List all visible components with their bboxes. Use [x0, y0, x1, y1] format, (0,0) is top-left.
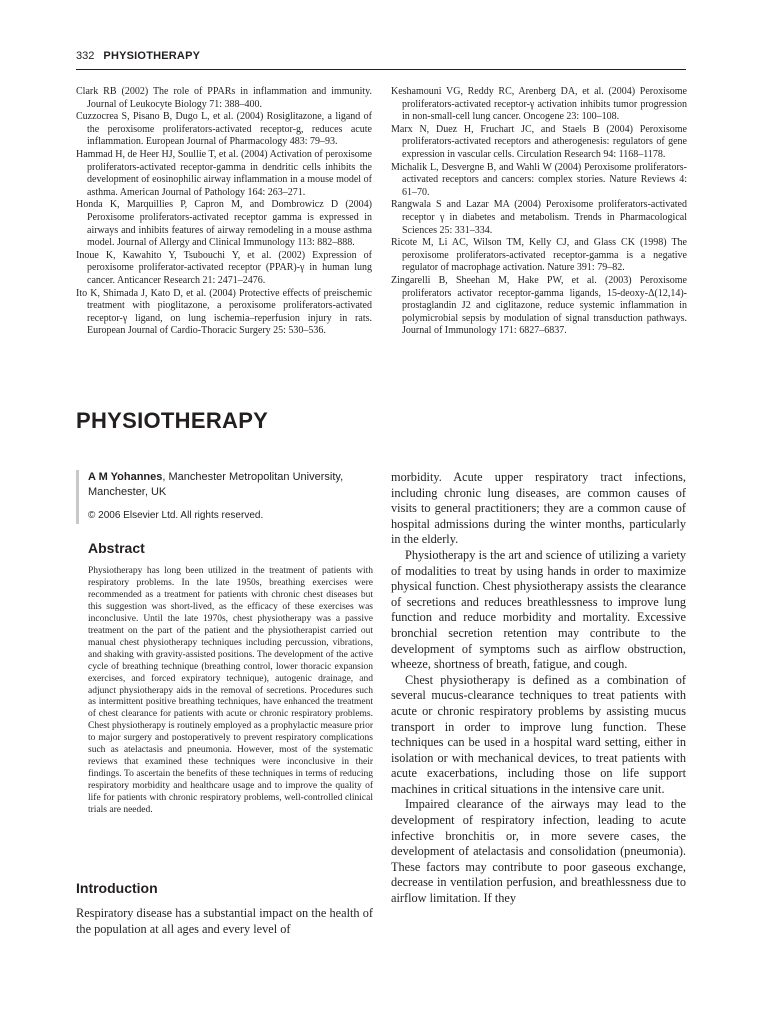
reference-entry: Marx N, Duez H, Fruchart JC, and Staels B (2004) Peroxisome proliferators-activated receptors and atherogenesis: regulators of gene expression in vascular cells. Circulation Research 94: 1168–1178.	[391, 123, 687, 160]
body-paragraph: Chest physiotherapy is defined as a combination of several mucus-clearance techniques to treat patients with acute or chronic respiratory problems by assisting mucus transport in order to improve lung function. These techniques can be used in a hospital ward setting, either in isolation or with mechanical devices, to treat patients with acute exacerbations, including those on life support machines in critical situations in the intensive care unit.	[391, 672, 686, 796]
abstract-text: Physiotherapy has long been utilized in the treatment of patients with respiratory problems. In the late 1950s, breathing exercises were recommended as a treatment for patients with chronic chest diseases but this suggestion was short-lived, as the efficacy of these exercises was inconclusive. Until the late 1970s, chest physiotherapy was a passive treatment on the part of the patient and the physiotherapist carried out manual chest physiotherapy techniques including percussion, vibrations, and shaking with gravity-assisted positions. The development of the active cycle of breathing technique (breathing control, lower thoracic expansion exercises, and forced expiratory technique), autogenic drainage, and adjunct physiotherapy aids in the removal of secretions. Procedures such as intermittent positive breathing techniques, have enhanced the treatment of chest clearance for patients with acute or chronic respiratory problems. Chest physiotherapy is routinely employed as a prophylactic measure prior to major surgery and postoperatively to prevent respiratory complications such as atelactasis and pneumonia. However, most of the systematic reviews that examined these techniques were inconclusive in their findings. To ascertain the benefits of these techniques in terms of reducing respiratory morbidity and healthcare usage and to improve the quality of life for patients with chronic respiratory problems, well-controlled clinical trials are needed.	[88, 566, 373, 816]
introduction-text: Respiratory disease has a substantial impact on the health of the population at all ages and every level of	[76, 906, 373, 936]
author-line	[88, 470, 388, 500]
reference-entry: Honda K, Marquillies P, Capron M, and Dombrowicz D (2004) Peroxisome proliferators-activated receptor gamma is expressed in airways and inhibits features of airway remodeling in a mouse asthma model. Journal of Allergy and Clinical Immunology 113: 882–888.	[76, 199, 372, 249]
reference-entry: Inoue K, Kawahito Y, Tsubouchi Y, et al. (2002) Expression of peroxisome proliferator-activated receptor (PPAR)-γ in human lung cancer. Anticancer Research 21: 2471–2476.	[76, 249, 372, 286]
abstract-heading: Abstract	[88, 540, 145, 556]
author-box	[76, 470, 388, 524]
article-title: PHYSIOTHERAPY	[76, 408, 269, 433]
reference-entry: Michalik L, Desvergne B, and Wahli W (2004) Peroxisome proliferators-activated receptors and cancers: complex stories. Nature Reviews 4: 61–70.	[391, 161, 687, 198]
body-paragraph: morbidity. Acute upper respiratory tract infections, including chronic lung diseases, are common causes of visits to general practitioners; they are a common cause of hospital admissions during the winter months, particularly in the elderly.	[391, 470, 686, 547]
reference-entry: Cuzzocrea S, Pisano B, Dugo L, et al. (2004) Rosiglitazone, a ligand of the peroxisome proliferators-activated receptor-g, reduces acute inflammation. European Journal of Pharmacology 483: 79–93.	[76, 111, 372, 148]
reference-entry: Zingarelli B, Sheehan M, Hake PW, et al. (2003) Peroxisome proliferators activator receptor-gamma ligands, 15-deoxy-Δ(12,14)-prostaglandin J2 and ciglitazone, reduce systemic inflammation in polymicrobial sepsis by modulation of signal transduction pathways. Journal of Immunology 171: 6827–6837.	[391, 274, 687, 337]
references-right-column	[391, 86, 687, 338]
body-right-column	[391, 470, 686, 907]
introduction-heading: Introduction	[76, 880, 158, 896]
reference-entry: Clark RB (2002) The role of PPARs in inflammation and immunity. Journal of Leukocyte Biology 71: 388–400.	[76, 86, 372, 110]
author-name: A M Yohannes	[88, 471, 163, 483]
reference-entry: Keshamouni VG, Reddy RC, Arenberg DA, et al. (2004) Peroxisome proliferators-activated receptor-γ activation inhibits tumor progression in non-small-cell lung cancer. Oncogene 23: 100–108.	[391, 86, 687, 123]
header-rule	[76, 69, 686, 70]
reference-entry: Rangwala S and Lazar MA (2004) Peroxisome proliferators-activated receptor γ in diabetes and metabolism. Trends in Pharmacological Sciences 25: 331–334.	[391, 199, 687, 236]
body-paragraph: Impaired clearance of the airways may lead to the development of respiratory infection, leading to acute infective bronchitis or, in more severe cases, the development of atelactasis and consolidation (pneumonia). These factors may contribute to poor gaseous exchange, decrease in ventilation perfusion, and breathlessness due to airflow limitation. If they	[391, 797, 686, 906]
page-number: 332	[76, 50, 95, 62]
reference-entry: Ito K, Shimada J, Kato D, et al. (2004) Protective effects of preischemic treatment with pioglitazone, a peroxisome proliferators-activated receptor-γ ligand, on lung ischemia–reperfusion injury in rats. European Journal of Cardio-Thoracic Surgery 25: 530–536.	[76, 287, 372, 337]
body-paragraph: Physiotherapy is the art and science of utilizing a variety of modalities to treat by using hands in order to maximize physical function. Chest physiotherapy assists the clearance of secretions and reduces breathlessness to improve lung function and reduce morbidity and mortality. Excessive bronchial secretion retention may contribute to the development of symptoms such as airflow obstruction, wheeze, shortness of breath, fatigue, and cough.	[391, 547, 686, 672]
copyright-notice: © 2006 Elsevier Ltd. All rights reserved.	[88, 510, 264, 521]
reference-entry: Ricote M, Li AC, Wilson TM, Kelly CJ, and Glass CK (1998) The peroxisome proliferators-activated receptor-gamma is a negative regulator of macrophage activation. Nature 391: 79–82.	[391, 237, 687, 274]
author-affiliation: , Manchester Metropolitan University, Manchester, UK	[88, 471, 344, 498]
running-header	[76, 50, 686, 68]
reference-entry: Hammad H, de Heer HJ, Soullie T, et al. (2004) Activation of peroxisome proliferators-activated receptor-gamma in dendritic cells inhibits the development of eosinophilic airway inflammation in a mouse model of asthma. American Journal of Pathology 164: 263–271.	[76, 148, 372, 198]
references-left-column	[76, 86, 372, 338]
running-title: PHYSIOTHERAPY	[103, 50, 201, 62]
